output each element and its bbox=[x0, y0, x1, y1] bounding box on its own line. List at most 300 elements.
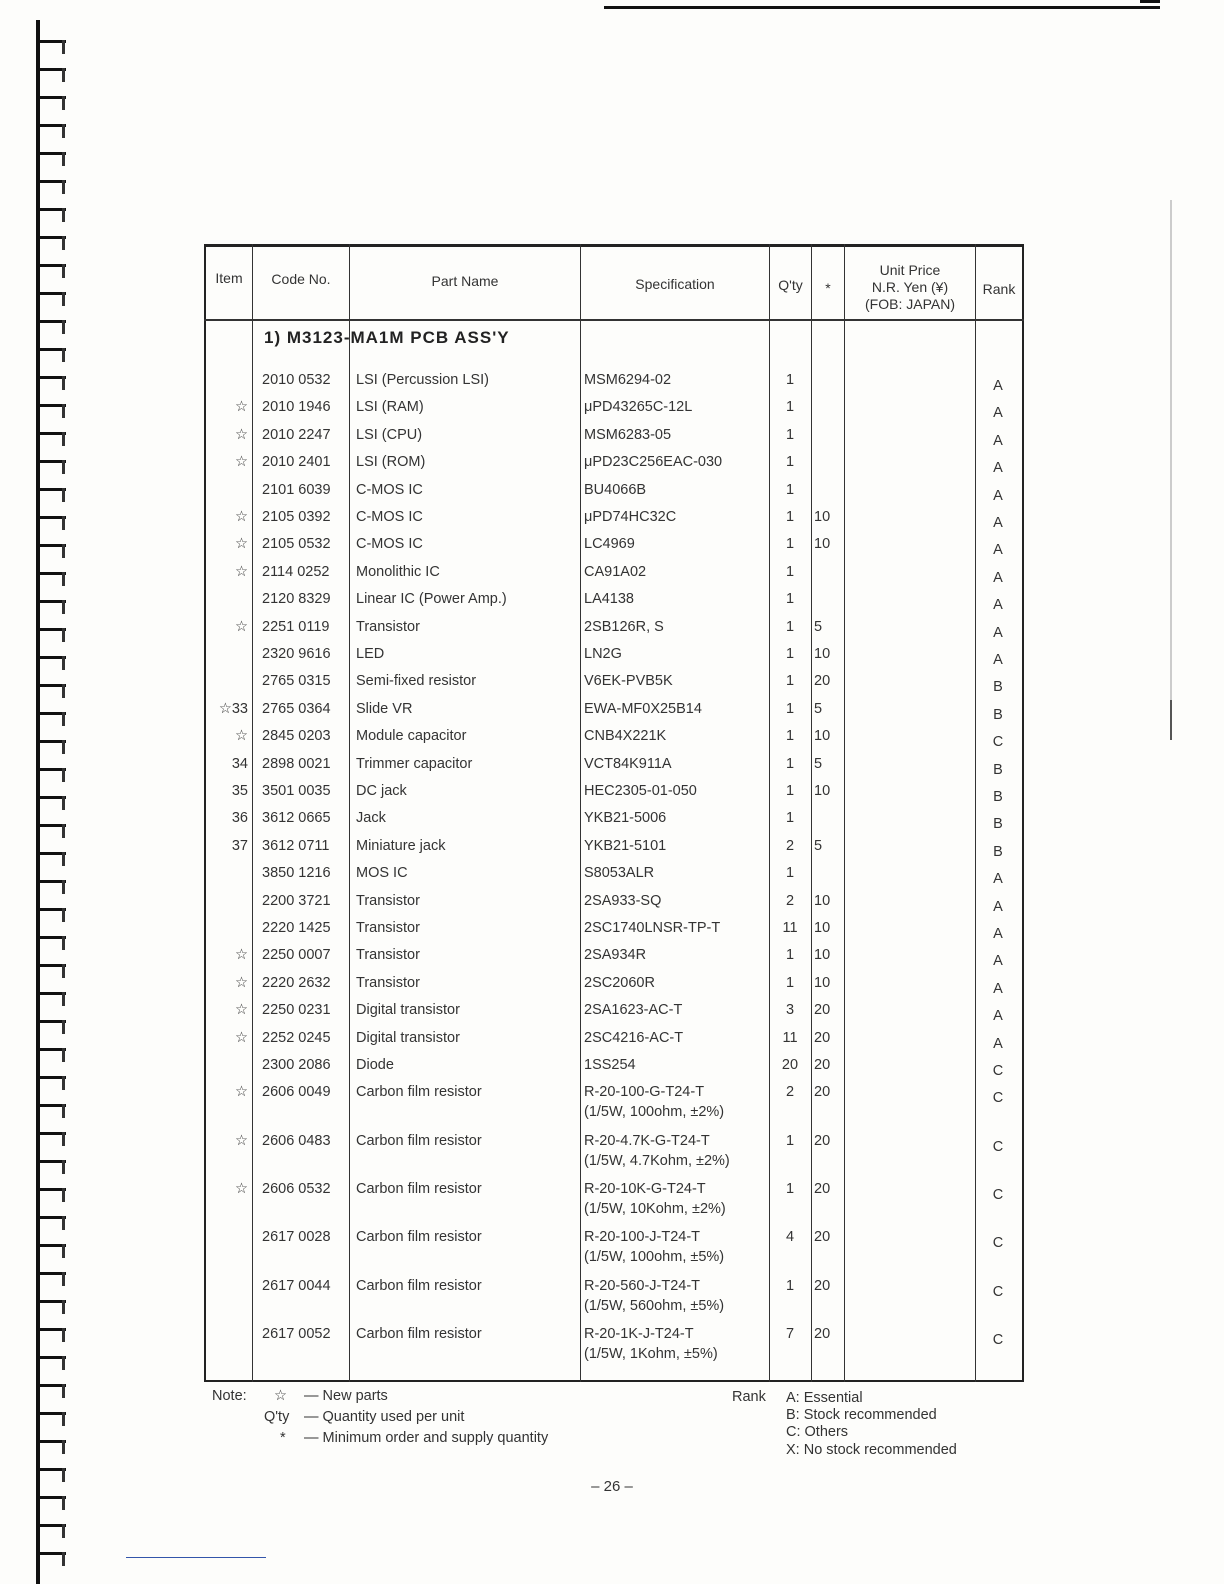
row-code: 2010 2247 bbox=[262, 426, 331, 443]
row-code: 3850 1216 bbox=[262, 865, 331, 882]
row-item: ☆ bbox=[235, 974, 248, 991]
row-part-name: LSI (CPU) bbox=[356, 426, 423, 443]
row-item: ☆ bbox=[235, 509, 248, 525]
note-star: ☆ bbox=[274, 1388, 287, 1404]
row-qty: 1 bbox=[785, 454, 795, 471]
header-specification: Specification bbox=[635, 276, 715, 292]
binding-hook bbox=[36, 1020, 66, 1034]
row-rank: B bbox=[993, 789, 1003, 805]
row-item: ☆ bbox=[235, 426, 248, 443]
row-min-order: 20 bbox=[814, 1084, 831, 1101]
binding-hook bbox=[36, 208, 66, 222]
binding-hook bbox=[36, 1300, 66, 1314]
row-specification: 1SS254 bbox=[584, 1057, 636, 1073]
row-specification: μPD74HC32C bbox=[584, 509, 677, 525]
row-item: ☆ bbox=[235, 1181, 248, 1197]
row-code: 2845 0203 bbox=[262, 728, 331, 745]
row-specification: 2SA933-SQ bbox=[584, 892, 662, 909]
row-min-order: 10 bbox=[814, 892, 831, 909]
binding-hook bbox=[36, 292, 66, 306]
binding-hook bbox=[36, 320, 66, 334]
row-specification: μPD23C256EAC-030 bbox=[584, 454, 723, 471]
row-code: 2250 0231 bbox=[262, 1002, 331, 1019]
row-rank: C bbox=[992, 1235, 1004, 1252]
row-specification-detail: (1/5W, 1Kohm, ±5%) bbox=[584, 1345, 718, 1362]
note-label: Note: bbox=[212, 1388, 247, 1404]
header-unit-price-line3: (FOB: JAPAN) bbox=[865, 296, 955, 312]
row-part-name: LSI (ROM) bbox=[356, 454, 426, 471]
row-qty: 11 bbox=[782, 1029, 798, 1046]
row-part-name: Carbon film resistor bbox=[356, 1325, 482, 1342]
binding-hook bbox=[36, 964, 66, 978]
right-edge-mark-dark bbox=[1170, 700, 1172, 740]
binding-hook bbox=[36, 628, 66, 642]
binding-hook bbox=[36, 1552, 66, 1566]
row-rank: B bbox=[993, 679, 1003, 696]
row-min-order: 20 bbox=[814, 1181, 831, 1197]
note-qty-label: Q'ty bbox=[264, 1409, 290, 1425]
row-part-name: Carbon film resistor bbox=[356, 1084, 482, 1101]
row-code: 2200 3721 bbox=[262, 892, 331, 909]
row-specification-detail: (1/5W, 100ohm, ±2%) bbox=[584, 1104, 725, 1121]
row-rank: A bbox=[993, 542, 1003, 559]
row-part-name: C-MOS IC bbox=[356, 509, 423, 525]
row-specification: R-20-4.7K-G-T24-T bbox=[584, 1132, 710, 1149]
row-rank: A bbox=[993, 597, 1003, 614]
binding-hook bbox=[36, 404, 66, 418]
row-qty: 1 bbox=[785, 1132, 795, 1149]
row-item: ☆ bbox=[235, 1029, 248, 1046]
note-min-label: * bbox=[280, 1430, 286, 1446]
binding-hook bbox=[36, 1216, 66, 1230]
row-qty: 2 bbox=[785, 892, 795, 909]
row-qty: 1 bbox=[785, 673, 795, 690]
row-specification: LA4138 bbox=[584, 591, 634, 608]
row-specification: MSM6283-05 bbox=[584, 426, 672, 443]
row-qty: 1 bbox=[785, 1181, 795, 1197]
binding-hook bbox=[36, 1384, 66, 1398]
top-rule bbox=[604, 6, 1160, 9]
binding-hook bbox=[36, 516, 66, 530]
row-specification: 2SA1623-AC-T bbox=[584, 1002, 683, 1019]
row-code: 2105 0392 bbox=[262, 509, 331, 525]
row-min-order: 10 bbox=[814, 947, 831, 964]
binding-hook bbox=[36, 264, 66, 278]
binding-hook bbox=[36, 768, 66, 782]
row-min-order: 20 bbox=[814, 1132, 831, 1149]
row-min-order: 5 bbox=[814, 700, 823, 717]
row-code: 2252 0245 bbox=[262, 1029, 331, 1046]
row-qty: 1 bbox=[785, 426, 795, 443]
row-rank: A bbox=[993, 624, 1003, 641]
row-specification: CA91A02 bbox=[584, 563, 647, 580]
row-item: 35 bbox=[231, 783, 248, 799]
bottom-rule bbox=[126, 1557, 266, 1558]
row-item: ☆ bbox=[235, 728, 248, 745]
row-min-order: 10 bbox=[814, 920, 831, 936]
row-part-name: Trimmer capacitor bbox=[356, 755, 473, 772]
binding-hook bbox=[36, 68, 66, 82]
row-rank: A bbox=[993, 487, 1003, 504]
row-specification: μPD43265C-12L bbox=[584, 399, 693, 416]
binding-hook bbox=[36, 1048, 66, 1062]
row-rank: A bbox=[993, 953, 1003, 970]
row-rank: C bbox=[992, 1138, 1004, 1155]
right-edge-mark bbox=[1170, 200, 1172, 740]
row-qty: 2 bbox=[785, 837, 795, 854]
row-part-name: Diode bbox=[356, 1057, 394, 1073]
row-min-order: 10 bbox=[814, 509, 831, 525]
binding-hook bbox=[36, 432, 66, 446]
binding-hook bbox=[36, 1328, 66, 1342]
row-code: 2320 9616 bbox=[262, 646, 331, 662]
row-min-order: 20 bbox=[814, 1325, 831, 1342]
binding-hook bbox=[36, 488, 66, 502]
row-code: 2606 0049 bbox=[262, 1084, 331, 1101]
row-part-name: Transistor bbox=[356, 947, 420, 964]
row-code: 2120 8329 bbox=[262, 591, 331, 608]
binding-hook bbox=[36, 1440, 66, 1454]
row-part-name: DC jack bbox=[356, 783, 407, 799]
row-rank: A bbox=[993, 378, 1003, 394]
row-specification: MSM6294-02 bbox=[584, 372, 672, 388]
row-part-name: Transistor bbox=[356, 974, 420, 991]
row-specification: YKB21-5006 bbox=[584, 810, 667, 827]
binding-hook bbox=[36, 96, 66, 110]
page-number: – 26 – bbox=[591, 1478, 633, 1495]
binding-hook bbox=[36, 544, 66, 558]
binding-hook bbox=[36, 712, 66, 726]
row-specification: S8053ALR bbox=[584, 865, 655, 882]
column-rule-part bbox=[580, 244, 581, 1382]
binding-hook bbox=[36, 656, 66, 670]
header-rank: Rank bbox=[982, 281, 1016, 297]
note-min-text: — Minimum order and supply quantity bbox=[304, 1430, 549, 1446]
row-code: 2250 0007 bbox=[262, 947, 331, 964]
row-qty: 1 bbox=[785, 509, 795, 525]
row-qty: 1 bbox=[785, 591, 795, 608]
binding-hook bbox=[36, 236, 66, 250]
row-qty: 1 bbox=[785, 618, 795, 635]
row-code: 3612 0711 bbox=[262, 837, 330, 854]
row-qty: 1 bbox=[785, 399, 795, 416]
row-code: 2010 0532 bbox=[262, 372, 331, 388]
row-specification: YKB21-5101 bbox=[584, 837, 667, 854]
row-item: ☆ bbox=[235, 399, 248, 416]
row-min-order: 20 bbox=[814, 1002, 831, 1019]
row-qty: 4 bbox=[785, 1229, 795, 1246]
row-part-name: Carbon film resistor bbox=[356, 1132, 482, 1149]
row-specification: 2SC2060R bbox=[584, 974, 655, 991]
row-min-order: 10 bbox=[814, 783, 831, 799]
section-title: 1) M3123-MA1M PCB ASS'Y bbox=[264, 328, 510, 347]
binding-hook bbox=[36, 880, 66, 894]
row-part-name: MOS IC bbox=[356, 865, 408, 882]
row-specification: R-20-560-J-T24-T bbox=[584, 1277, 701, 1294]
row-code: 2898 0021 bbox=[262, 755, 331, 772]
row-specification: V6EK-PVB5K bbox=[584, 673, 673, 690]
column-rule-min bbox=[844, 244, 845, 1382]
row-specification: 2SA934R bbox=[584, 947, 647, 964]
row-specification: R-20-100-G-T24-T bbox=[584, 1084, 705, 1101]
row-min-order: 10 bbox=[814, 728, 831, 745]
row-qty: 1 bbox=[785, 947, 795, 964]
spiral-binding bbox=[34, 20, 74, 1584]
header-unit-price-line2: N.R. Yen (¥) bbox=[871, 279, 949, 295]
row-part-name: Transistor bbox=[356, 920, 420, 936]
row-code: 2010 1946 bbox=[262, 399, 331, 416]
row-rank: A bbox=[993, 432, 1003, 449]
row-specification: 2SC4216-AC-T bbox=[584, 1029, 684, 1046]
row-qty: 2 bbox=[785, 1084, 795, 1101]
row-rank: A bbox=[993, 926, 1003, 942]
row-item: 36 bbox=[231, 810, 248, 827]
binding-hook bbox=[36, 1412, 66, 1426]
binding-hook bbox=[36, 1496, 66, 1510]
row-item: ☆33 bbox=[218, 700, 248, 717]
row-code: 2010 2401 bbox=[262, 454, 331, 471]
row-part-name: Carbon film resistor bbox=[356, 1277, 482, 1294]
column-rule-item bbox=[252, 244, 253, 1382]
row-specification: R-20-1K-J-T24-T bbox=[584, 1325, 694, 1342]
row-qty: 3 bbox=[785, 1002, 795, 1019]
row-part-name: Monolithic IC bbox=[356, 563, 440, 580]
column-rule-code bbox=[349, 244, 350, 1382]
rank-legend-a: A: Essential bbox=[786, 1390, 863, 1406]
binding-hook bbox=[36, 1160, 66, 1174]
row-rank: C bbox=[992, 1090, 1004, 1107]
row-min-order: 10 bbox=[814, 536, 831, 553]
row-part-name: LSI (RAM) bbox=[356, 399, 424, 416]
row-qty: 1 bbox=[785, 974, 795, 991]
row-code: 2220 1425 bbox=[262, 920, 331, 936]
binding-hook bbox=[36, 740, 66, 754]
row-qty: 1 bbox=[785, 536, 795, 553]
row-rank: C bbox=[992, 734, 1004, 751]
row-code: 2765 0364 bbox=[262, 700, 331, 717]
row-min-order: 10 bbox=[814, 974, 831, 991]
row-specification: 2SB126R, S bbox=[584, 618, 664, 635]
row-rank: A bbox=[993, 652, 1003, 668]
row-code: 2251 0119 bbox=[262, 618, 330, 635]
binding-hook bbox=[36, 572, 66, 586]
binding-hook bbox=[36, 348, 66, 362]
row-code: 2606 0532 bbox=[262, 1181, 331, 1197]
rank-legend-label: Rank bbox=[732, 1389, 766, 1405]
row-qty: 1 bbox=[785, 700, 795, 717]
row-item: ☆ bbox=[235, 1084, 248, 1101]
header-min-order: * bbox=[825, 280, 831, 296]
header-code: Code No. bbox=[271, 271, 331, 287]
binding-hook bbox=[36, 936, 66, 950]
binding-hook bbox=[36, 1188, 66, 1202]
row-qty: 1 bbox=[785, 646, 795, 662]
row-part-name: Carbon film resistor bbox=[356, 1181, 482, 1197]
row-rank: C bbox=[992, 1283, 1004, 1300]
header-part-name: Part Name bbox=[431, 273, 499, 289]
row-rank: A bbox=[993, 1035, 1003, 1052]
row-rank: A bbox=[993, 898, 1003, 915]
row-specification: R-20-100-J-T24-T bbox=[584, 1229, 701, 1246]
row-min-order: 20 bbox=[814, 673, 831, 690]
row-rank: A bbox=[993, 871, 1003, 888]
binding-hook bbox=[36, 1272, 66, 1286]
binding-hook bbox=[36, 1356, 66, 1370]
row-rank: C bbox=[992, 1331, 1004, 1348]
row-qty: 20 bbox=[781, 1057, 799, 1073]
row-item: ☆ bbox=[235, 454, 248, 471]
header-rule bbox=[204, 319, 1024, 321]
row-part-name: Carbon film resistor bbox=[356, 1229, 482, 1246]
row-rank: B bbox=[993, 843, 1003, 860]
row-code: 2606 0483 bbox=[262, 1132, 331, 1149]
header-unit-price-line1: Unit Price bbox=[879, 262, 941, 278]
binding-hook bbox=[36, 1132, 66, 1146]
binding-hook bbox=[36, 40, 66, 54]
row-part-name: Transistor bbox=[356, 892, 420, 909]
row-specification: 2SC1740LNSR-TP-T bbox=[584, 920, 721, 936]
row-item: ☆ bbox=[235, 618, 248, 635]
binding-hook bbox=[36, 908, 66, 922]
row-min-order: 5 bbox=[814, 618, 823, 635]
row-code: 2300 2086 bbox=[262, 1057, 331, 1073]
row-part-name: Slide VR bbox=[356, 700, 413, 717]
binding-hook bbox=[36, 1524, 66, 1538]
row-item: ☆ bbox=[235, 1002, 248, 1019]
row-specification: BU4066B bbox=[584, 481, 647, 498]
binding-hook bbox=[36, 460, 66, 474]
row-part-name: LSI (Percussion LSI) bbox=[356, 372, 489, 388]
header-unit-price bbox=[845, 262, 975, 313]
rank-legend-b: B: Stock recommended bbox=[786, 1407, 937, 1423]
binding-hook bbox=[36, 180, 66, 194]
row-code: 2617 0028 bbox=[262, 1229, 331, 1246]
row-min-order: 20 bbox=[814, 1029, 831, 1046]
row-qty: 1 bbox=[785, 563, 795, 580]
row-item: ☆ bbox=[235, 947, 248, 964]
row-code: 2765 0315 bbox=[262, 673, 331, 690]
row-qty: 1 bbox=[785, 1277, 795, 1294]
row-code: 3612 0665 bbox=[262, 810, 331, 827]
row-min-order: 20 bbox=[814, 1229, 831, 1246]
row-qty: 7 bbox=[785, 1325, 795, 1342]
row-part-name: Module capacitor bbox=[356, 728, 467, 745]
row-part-name: C-MOS IC bbox=[356, 536, 423, 553]
row-min-order: 5 bbox=[814, 837, 823, 854]
row-code: 2617 0052 bbox=[262, 1325, 331, 1342]
row-qty: 1 bbox=[785, 481, 795, 498]
row-rank: A bbox=[993, 1008, 1003, 1025]
row-qty: 1 bbox=[785, 728, 795, 745]
row-qty: 1 bbox=[785, 810, 795, 827]
binding-hook bbox=[36, 1244, 66, 1258]
binding-hook bbox=[36, 684, 66, 698]
row-qty: 1 bbox=[785, 755, 795, 772]
row-part-name: Semi-fixed resistor bbox=[356, 673, 477, 690]
binding-hook bbox=[36, 796, 66, 810]
row-rank: B bbox=[993, 761, 1003, 778]
row-rank: B bbox=[993, 706, 1003, 723]
top-rule-tick bbox=[1140, 0, 1160, 3]
column-rule-qty bbox=[811, 244, 812, 1382]
binding-hook bbox=[36, 124, 66, 138]
row-specification: VCT84K911A bbox=[584, 755, 672, 772]
row-specification: R-20-10K-G-T24-T bbox=[584, 1181, 706, 1197]
row-specification: HEC2305-01-050 bbox=[584, 783, 697, 799]
row-qty: 1 bbox=[785, 372, 795, 388]
row-specification: EWA-MF0X25B14 bbox=[584, 700, 702, 717]
row-specification: LN2G bbox=[584, 646, 622, 662]
row-min-order: 20 bbox=[814, 1057, 831, 1073]
binding-hook bbox=[36, 376, 66, 390]
row-part-name: Digital transistor bbox=[356, 1029, 460, 1046]
row-item: ☆ bbox=[235, 1132, 248, 1149]
row-item: 34 bbox=[231, 755, 248, 772]
rank-legend-c: C: Others bbox=[786, 1424, 849, 1440]
row-rank: C bbox=[992, 1187, 1004, 1203]
row-min-order: 10 bbox=[814, 646, 831, 662]
row-specification-detail: (1/5W, 4.7Kohm, ±2%) bbox=[584, 1152, 730, 1169]
row-min-order: 5 bbox=[814, 755, 823, 772]
row-specification-detail: (1/5W, 560ohm, ±5%) bbox=[584, 1297, 725, 1314]
row-code: 2617 0044 bbox=[262, 1277, 331, 1294]
row-part-name: Transistor bbox=[356, 618, 420, 635]
row-rank: A bbox=[993, 569, 1003, 586]
row-part-name: Digital transistor bbox=[356, 1002, 460, 1019]
row-part-name: C-MOS IC bbox=[356, 481, 423, 498]
row-code: 2105 0532 bbox=[262, 536, 331, 553]
row-part-name: Jack bbox=[356, 810, 386, 827]
row-rank: A bbox=[993, 460, 1003, 477]
header-qty: Q'ty bbox=[778, 277, 803, 293]
binding-hook bbox=[36, 824, 66, 838]
row-code: 3501 0035 bbox=[262, 783, 331, 799]
binding-hook bbox=[36, 1104, 66, 1118]
row-code: 2220 2632 bbox=[262, 974, 331, 991]
row-code: 2101 6039 bbox=[262, 481, 331, 498]
row-qty: 1 bbox=[785, 865, 795, 882]
row-qty: 11 bbox=[782, 920, 798, 936]
row-item: 37 bbox=[231, 837, 248, 854]
row-specification-detail: (1/5W, 10Kohm, ±2%) bbox=[584, 1201, 726, 1217]
row-specification-detail: (1/5W, 100ohm, ±5%) bbox=[584, 1249, 725, 1266]
binding-hook bbox=[36, 1076, 66, 1090]
binding-hook bbox=[36, 152, 66, 166]
row-part-name: Linear IC (Power Amp.) bbox=[356, 591, 507, 608]
row-part-name: Miniature jack bbox=[356, 837, 446, 854]
binding-hook bbox=[36, 600, 66, 614]
row-rank: C bbox=[992, 1063, 1004, 1079]
row-qty: 1 bbox=[785, 783, 795, 799]
header-item: Item bbox=[215, 270, 243, 286]
row-specification: CNB4X221K bbox=[584, 728, 667, 745]
row-rank: B bbox=[993, 816, 1003, 833]
binding-hook bbox=[36, 992, 66, 1006]
note-qty-text: — Quantity used per unit bbox=[304, 1409, 465, 1425]
row-min-order: 20 bbox=[814, 1277, 831, 1294]
row-item: ☆ bbox=[235, 536, 248, 553]
note-star-text: — New parts bbox=[304, 1388, 388, 1404]
binding-hook bbox=[36, 852, 66, 866]
row-item: ☆ bbox=[235, 563, 248, 580]
row-rank: A bbox=[993, 515, 1003, 531]
row-code: 2114 0252 bbox=[262, 563, 330, 580]
row-rank: A bbox=[993, 405, 1003, 422]
row-part-name: LED bbox=[356, 646, 385, 662]
row-specification: LC4969 bbox=[584, 536, 635, 553]
rank-legend-x: X: No stock recommended bbox=[786, 1442, 957, 1458]
row-rank: A bbox=[993, 980, 1003, 997]
